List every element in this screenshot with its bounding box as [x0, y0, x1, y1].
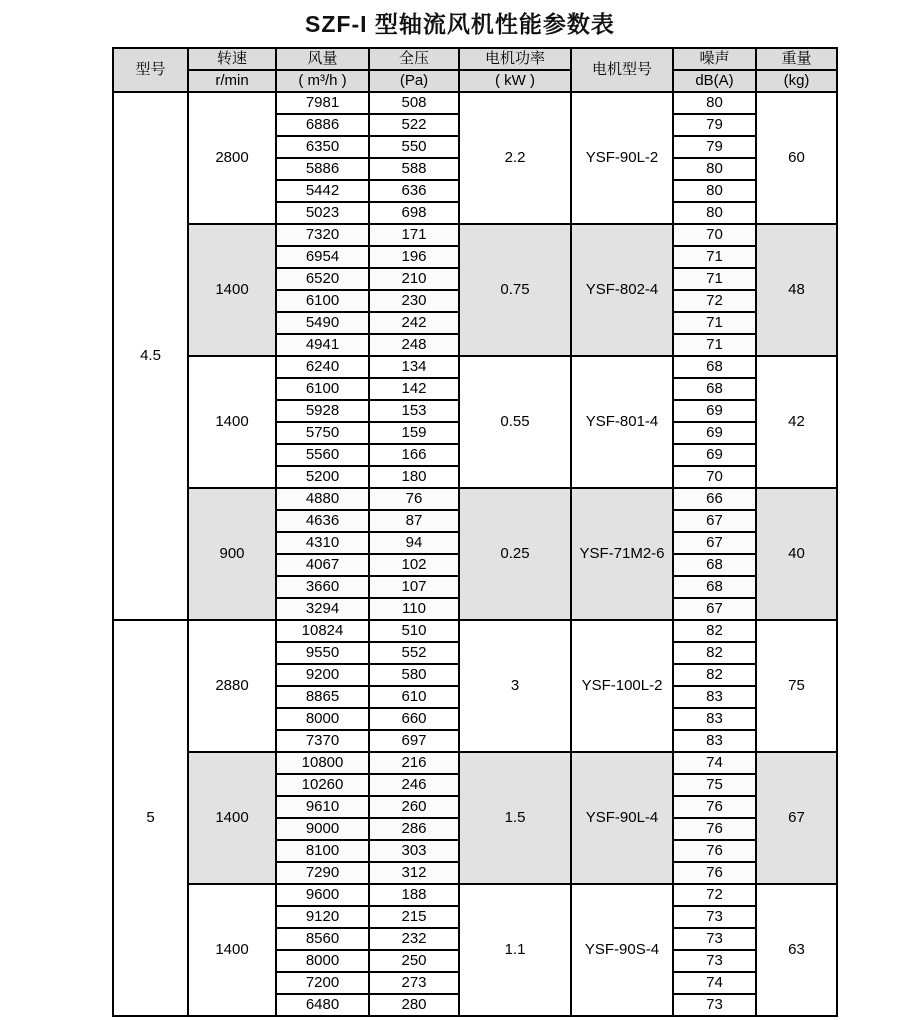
pressure-cell: 286	[369, 818, 459, 840]
table-row	[113, 620, 837, 642]
noise-cell: 83	[673, 730, 756, 752]
flow-cell: 5928	[276, 400, 369, 422]
noise-cell: 71	[673, 246, 756, 268]
column-header-model: 型号	[113, 48, 188, 92]
flow-cell: 6240	[276, 356, 369, 378]
speed-cell: 2880	[188, 620, 276, 752]
pressure-cell: 510	[369, 620, 459, 642]
pressure-cell: 580	[369, 664, 459, 686]
pressure-cell: 242	[369, 312, 459, 334]
motor-cell: YSF-801-4	[571, 356, 673, 488]
weight-cell: 48	[756, 224, 837, 356]
flow-cell: 5442	[276, 180, 369, 202]
flow-cell: 6886	[276, 114, 369, 136]
table-row	[113, 884, 837, 906]
noise-cell: 80	[673, 158, 756, 180]
flow-cell: 6100	[276, 290, 369, 312]
flow-cell: 7200	[276, 972, 369, 994]
column-unit-noise: dB(A)	[673, 70, 756, 92]
speed-cell: 1400	[188, 356, 276, 488]
power-cell: 3	[459, 620, 571, 752]
motor-cell: YSF-100L-2	[571, 620, 673, 752]
power-cell: 1.5	[459, 752, 571, 884]
noise-cell: 68	[673, 554, 756, 576]
flow-cell: 6954	[276, 246, 369, 268]
pressure-cell: 312	[369, 862, 459, 884]
column-unit-pressure: (Pa)	[369, 70, 459, 92]
pressure-cell: 216	[369, 752, 459, 774]
flow-cell: 5200	[276, 466, 369, 488]
noise-cell: 76	[673, 818, 756, 840]
speed-cell: 900	[188, 488, 276, 620]
pressure-cell: 153	[369, 400, 459, 422]
weight-cell: 42	[756, 356, 837, 488]
noise-cell: 79	[673, 114, 756, 136]
flow-cell: 7981	[276, 92, 369, 114]
speed-cell: 1400	[188, 884, 276, 1016]
noise-cell: 71	[673, 334, 756, 356]
flow-cell: 10800	[276, 752, 369, 774]
table-row	[113, 488, 837, 510]
pressure-cell: 248	[369, 334, 459, 356]
motor-cell: YSF-90S-4	[571, 884, 673, 1016]
noise-cell: 67	[673, 598, 756, 620]
noise-cell: 69	[673, 400, 756, 422]
pressure-cell: 159	[369, 422, 459, 444]
pressure-cell: 171	[369, 224, 459, 246]
pressure-cell: 660	[369, 708, 459, 730]
pressure-cell: 134	[369, 356, 459, 378]
pressure-cell: 180	[369, 466, 459, 488]
motor-cell: YSF-90L-2	[571, 92, 673, 224]
flow-cell: 4310	[276, 532, 369, 554]
flow-cell: 3660	[276, 576, 369, 598]
pressure-cell: 250	[369, 950, 459, 972]
speed-cell: 1400	[188, 752, 276, 884]
noise-cell: 80	[673, 202, 756, 224]
noise-cell: 82	[673, 642, 756, 664]
weight-cell: 60	[756, 92, 837, 224]
speed-cell: 1400	[188, 224, 276, 356]
weight-cell: 75	[756, 620, 837, 752]
column-header-weight: 重量	[756, 48, 837, 70]
pressure-cell: 142	[369, 378, 459, 400]
pressure-cell: 610	[369, 686, 459, 708]
noise-cell: 76	[673, 840, 756, 862]
noise-cell: 70	[673, 224, 756, 246]
flow-cell: 9610	[276, 796, 369, 818]
pressure-cell: 552	[369, 642, 459, 664]
speed-cell: 2800	[188, 92, 276, 224]
flow-cell: 9550	[276, 642, 369, 664]
flow-cell: 8100	[276, 840, 369, 862]
flow-cell: 4880	[276, 488, 369, 510]
flow-cell: 5490	[276, 312, 369, 334]
flow-cell: 10824	[276, 620, 369, 642]
flow-cell: 5560	[276, 444, 369, 466]
flow-cell: 8865	[276, 686, 369, 708]
noise-cell: 73	[673, 950, 756, 972]
pressure-cell: 698	[369, 202, 459, 224]
table-header	[113, 48, 837, 92]
noise-cell: 73	[673, 994, 756, 1016]
pressure-cell: 76	[369, 488, 459, 510]
noise-cell: 68	[673, 356, 756, 378]
table-row	[113, 356, 837, 378]
weight-cell: 40	[756, 488, 837, 620]
noise-cell: 82	[673, 664, 756, 686]
column-header-motor: 电机型号	[571, 48, 673, 92]
noise-cell: 83	[673, 708, 756, 730]
column-unit-power: ( kW )	[459, 70, 571, 92]
pressure-cell: 166	[369, 444, 459, 466]
column-header-power: 电机功率	[459, 48, 571, 70]
flow-cell: 9600	[276, 884, 369, 906]
flow-cell: 6100	[276, 378, 369, 400]
flow-cell: 7320	[276, 224, 369, 246]
noise-cell: 68	[673, 576, 756, 598]
pressure-cell: 107	[369, 576, 459, 598]
flow-cell: 9000	[276, 818, 369, 840]
power-cell: 2.2	[459, 92, 571, 224]
flow-cell: 6350	[276, 136, 369, 158]
column-unit-flow: ( m³/h )	[276, 70, 369, 92]
noise-cell: 69	[673, 422, 756, 444]
column-header-pressure: 全压	[369, 48, 459, 70]
column-unit-weight: (kg)	[756, 70, 837, 92]
flow-cell: 8000	[276, 950, 369, 972]
pressure-cell: 636	[369, 180, 459, 202]
noise-cell: 67	[673, 510, 756, 532]
pressure-cell: 303	[369, 840, 459, 862]
noise-cell: 83	[673, 686, 756, 708]
pressure-cell: 230	[369, 290, 459, 312]
power-cell: 1.1	[459, 884, 571, 1016]
model-cell: 5	[113, 620, 188, 1016]
power-cell: 0.25	[459, 488, 571, 620]
noise-cell: 72	[673, 290, 756, 312]
flow-cell: 4636	[276, 510, 369, 532]
noise-cell: 75	[673, 774, 756, 796]
noise-cell: 80	[673, 92, 756, 114]
flow-cell: 5886	[276, 158, 369, 180]
pressure-cell: 273	[369, 972, 459, 994]
flow-cell: 3294	[276, 598, 369, 620]
pressure-cell: 94	[369, 532, 459, 554]
pressure-cell: 210	[369, 268, 459, 290]
pressure-cell: 522	[369, 114, 459, 136]
model-cell: 4.5	[113, 92, 188, 620]
header-row-1	[113, 48, 837, 70]
table-row	[113, 752, 837, 774]
table-row	[113, 224, 837, 246]
noise-cell: 71	[673, 312, 756, 334]
pressure-cell: 87	[369, 510, 459, 532]
noise-cell: 79	[673, 136, 756, 158]
pressure-cell: 697	[369, 730, 459, 752]
noise-cell: 71	[673, 268, 756, 290]
pressure-cell: 588	[369, 158, 459, 180]
pressure-cell: 260	[369, 796, 459, 818]
pressure-cell: 550	[369, 136, 459, 158]
column-header-noise: 噪声	[673, 48, 756, 70]
pressure-cell: 110	[369, 598, 459, 620]
flow-cell: 5023	[276, 202, 369, 224]
motor-cell: YSF-802-4	[571, 224, 673, 356]
column-unit-speed: r/min	[188, 70, 276, 92]
noise-cell: 70	[673, 466, 756, 488]
motor-cell: YSF-90L-4	[571, 752, 673, 884]
power-cell: 0.55	[459, 356, 571, 488]
pressure-cell: 196	[369, 246, 459, 268]
page-title: SZF-I 型轴流风机性能参数表	[305, 11, 615, 37]
noise-cell: 69	[673, 444, 756, 466]
flow-cell: 7370	[276, 730, 369, 752]
flow-cell: 9200	[276, 664, 369, 686]
flow-cell: 10260	[276, 774, 369, 796]
pressure-cell: 188	[369, 884, 459, 906]
pressure-cell: 215	[369, 906, 459, 928]
column-header-speed: 转速	[188, 48, 276, 70]
pressure-cell: 102	[369, 554, 459, 576]
pressure-cell: 232	[369, 928, 459, 950]
noise-cell: 80	[673, 180, 756, 202]
noise-cell: 74	[673, 972, 756, 994]
pressure-cell: 508	[369, 92, 459, 114]
flow-cell: 6520	[276, 268, 369, 290]
noise-cell: 72	[673, 884, 756, 906]
power-cell: 0.75	[459, 224, 571, 356]
noise-cell: 76	[673, 796, 756, 818]
noise-cell: 67	[673, 532, 756, 554]
weight-cell: 63	[756, 884, 837, 1016]
flow-cell: 8560	[276, 928, 369, 950]
motor-cell: YSF-71M2-6	[571, 488, 673, 620]
flow-cell: 8000	[276, 708, 369, 730]
noise-cell: 76	[673, 862, 756, 884]
noise-cell: 74	[673, 752, 756, 774]
flow-cell: 5750	[276, 422, 369, 444]
flow-cell: 7290	[276, 862, 369, 884]
noise-cell: 68	[673, 378, 756, 400]
column-header-flow: 风量	[276, 48, 369, 70]
noise-cell: 66	[673, 488, 756, 510]
noise-cell: 73	[673, 928, 756, 950]
pressure-cell: 246	[369, 774, 459, 796]
flow-cell: 9120	[276, 906, 369, 928]
weight-cell: 67	[756, 752, 837, 884]
pressure-cell: 280	[369, 994, 459, 1016]
flow-cell: 6480	[276, 994, 369, 1016]
noise-cell: 82	[673, 620, 756, 642]
fan-table-body	[113, 92, 837, 1016]
noise-cell: 73	[673, 906, 756, 928]
flow-cell: 4067	[276, 554, 369, 576]
header-row-2	[113, 70, 837, 92]
flow-cell: 4941	[276, 334, 369, 356]
fan-performance-table	[112, 47, 838, 1017]
table-row	[113, 92, 837, 114]
